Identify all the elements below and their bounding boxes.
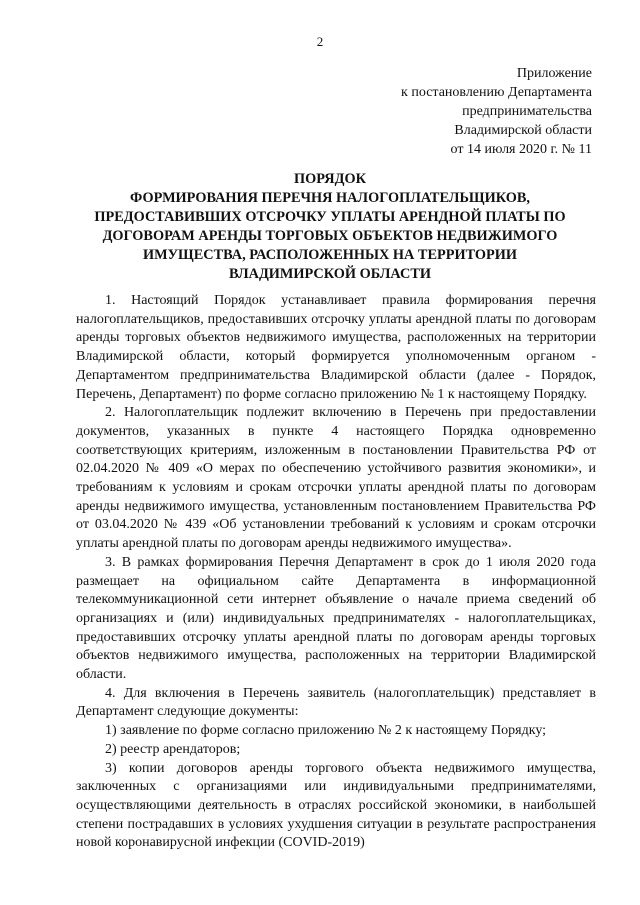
document-body xyxy=(76,292,596,853)
appendix-line: Владимирской области xyxy=(454,123,592,138)
list-item: 3) копии договоров аренды торгового объекта недвижимого имущества, заключенных с организациями или индивидуальными предпринимателями, осуществляющими деятельность в отраслях российской экономики, в наибольшей степени пострадавших в условиях ухудшения ситуации в результате распространения новой коронавирусной инфекции (COVID-2019) xyxy=(76,760,596,851)
title-line: ФОРМИРОВАНИЯ ПЕРЕЧНЯ НАЛОГОПЛАТЕЛЬЩИКОВ, xyxy=(130,190,530,206)
paragraph-3: 3. В рамках формирования Перечня Департамент в срок до 1 июля 2020 года размещает на официальном сайте Департамента в информационной телекоммуникационной сети интернет объявление о начале приема сведений об организациях и (или) индивидуальных предпринимателях - налогоплательщиках, предоставивших отсрочку уплаты арендной платы по договорам аренды торговых объектов недвижимого имущества, расположенных на территории Владимирской области. xyxy=(76,554,596,683)
page-number: 2 xyxy=(316,34,324,49)
title-line: ПОРЯДОК xyxy=(294,171,366,187)
document-title xyxy=(70,170,590,284)
paragraph-4: 4. Для включения в Перечень заявитель (налогоплательщик) представляет в Департамент следующие документы: xyxy=(76,685,596,720)
list-item: 2) реестр арендаторов; xyxy=(105,741,241,757)
appendix-line: к постановлению Департамента xyxy=(401,85,592,100)
paragraph-2: 2. Налогоплательщик подлежит включению в Перечень при предоставлении документов, указанных в пункте 4 настоящего Порядка одновременно соответствующих критериям, изложенным в постановлении Правительства РФ от 02.04.2020 № 409 «О мерах по обеспечению устойчивого развития экономики», и требованиям к условиям и срокам отсрочки уплаты арендной платы по договорам аренды недвижимого имущества, установленным постановлением Правительства РФ от 03.04.2020 № 439 «Об установлении требований к условиям и срокам отсрочки уплаты арендной платы по договорам аренды недвижимого имущества». xyxy=(76,405,596,552)
appendix-line: от 14 июля 2020 г. № 11 xyxy=(450,142,592,157)
appendix-line: предпринимательства xyxy=(462,104,592,119)
title-line: ВЛАДИМИРСКОЙ ОБЛАСТИ xyxy=(228,266,432,282)
appendix-block xyxy=(401,64,592,159)
paragraph-1: 1. Настоящий Порядок устанавливает правила формирования перечня налогоплательщиков, предоставивших отсрочку уплаты арендной платы по договорам аренды торговых объектов недвижимого имущества, расположенных на территории Владимирской области, который формируется уполномоченным органом - Департаментом предпринимательства Владимирской области (далее - Порядок, Перечень, Департамент) по форме согласно приложению № 1 к настоящему Порядку. xyxy=(76,293,596,402)
appendix-line: Приложение xyxy=(516,66,592,81)
title-line: ДОГОВОРАМ АРЕНДЫ ТОРГОВЫХ ОБЪЕКТОВ НЕДВИЖИМОГО xyxy=(102,228,558,244)
list-item: 1) заявление по форме согласно приложению № 2 к настоящему Порядку; xyxy=(105,723,547,739)
title-line: ИМУЩЕСТВА, РАСПОЛОЖЕННЫХ НА ТЕРРИТОРИИ xyxy=(142,247,518,263)
title-line: ПРЕДОСТАВИВШИХ ОТСРОЧКУ УПЛАТЫ АРЕНДНОЙ ПЛАТЫ ПО xyxy=(94,209,566,225)
